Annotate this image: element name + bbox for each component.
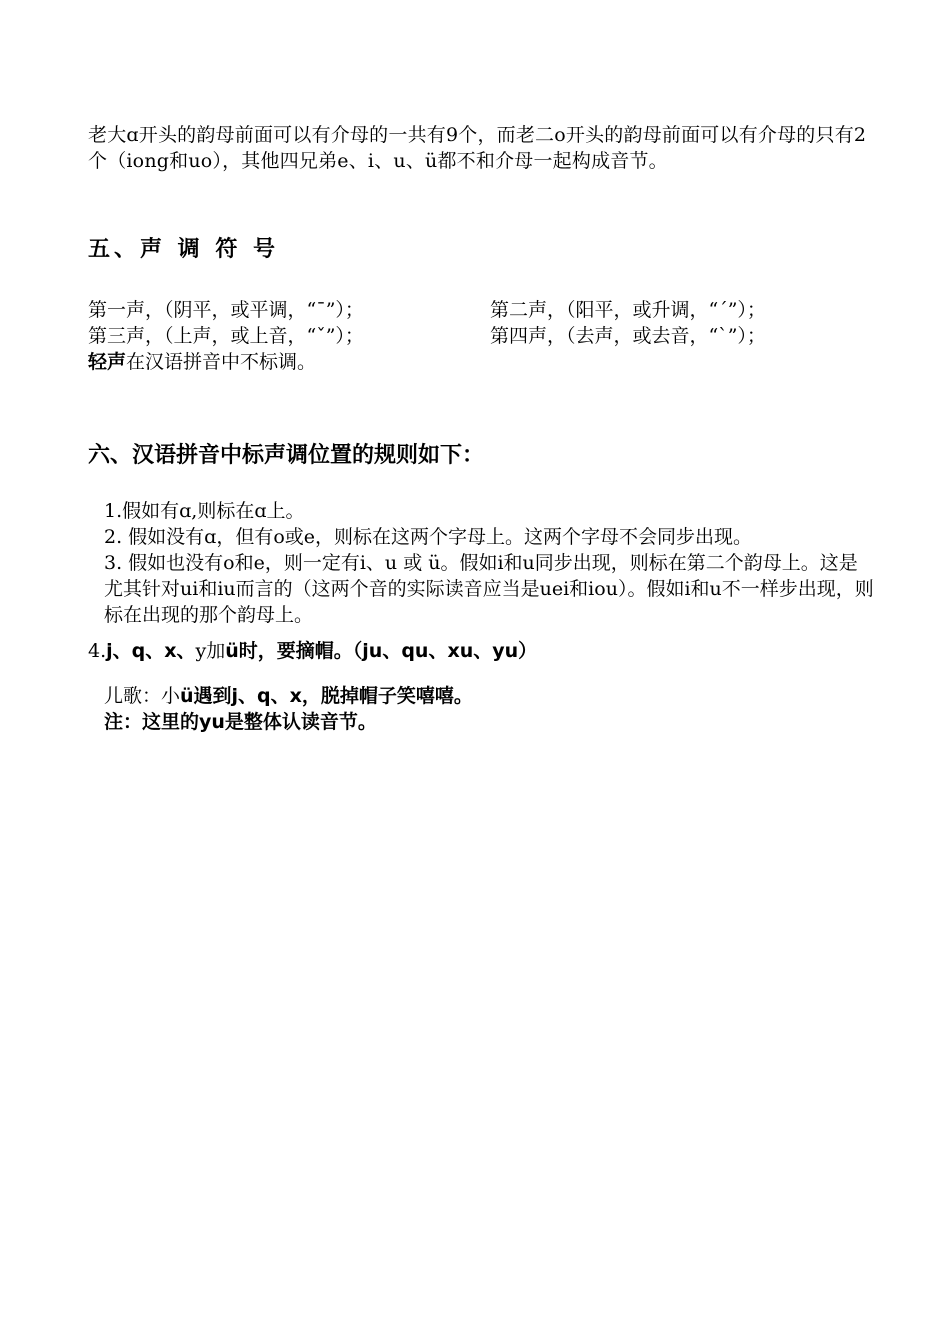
tone-first: 第一声，（阴平，或平调，“ˉ”）； xyxy=(88,299,364,321)
nursery-rhyme xyxy=(104,683,884,735)
rule-4-number: 4. xyxy=(88,640,107,662)
rule-4-text: ü时，要摘帽。（ju、qu、xu、yu） xyxy=(225,640,538,662)
rule-4 xyxy=(88,638,868,664)
intro-paragraph: 老大ɑ开头的韵母前面可以有介母的一共有9个，而老二o开头的韵母前面可以有介母的只有2个（iong和uo），其他四兄弟e、i、u、ü都不和介母一起构成音节。 xyxy=(88,124,867,172)
rhyme-note: 注：这里的yu是整体认读音节。 xyxy=(104,711,377,733)
tone-third: 第三声，（上声，或上音，“ˇ”）； xyxy=(88,325,364,347)
rhyme-text: ü遇到j、q、x，脱掉帽子笑嘻嘻。 xyxy=(180,685,473,707)
rule-4-letters: j、q、x、 xyxy=(106,640,196,662)
tone-second: 第二声，（阳平，或升调，“ˊ”）； xyxy=(490,299,766,321)
neutral-tone-text: 在汉语拼音中不标调。 xyxy=(126,351,317,373)
rule-3: 3. 假如也没有o和e，则一定有i、u 或 ü。假如i和u同步出现，则标在第二个韵母上。这是尤其针对ui和iu而言的（这两个音的实际读音应当是uei和iou）。假如i和u不一样步出现，则标在出现的那个韵母上。 xyxy=(104,552,874,626)
tone-fourth: 第四声，（去声，或去音，“ˋ”）； xyxy=(490,325,766,347)
neutral-tone-label: 轻声 xyxy=(88,351,127,373)
tone-row-1 xyxy=(88,297,868,323)
tone-rules-list xyxy=(104,498,874,628)
rule-4-plain: y加 xyxy=(195,640,226,662)
rhyme-line xyxy=(104,683,884,709)
rule-2: 2. 假如没有ɑ，但有o或e，则标在这两个字母上。这两个字母不会同步出现。 xyxy=(104,526,753,548)
tone-row-2 xyxy=(88,323,868,349)
rhyme-prefix: 儿歌：小 xyxy=(104,685,181,707)
rule-1: 1.假如有ɑ,则标在ɑ上。 xyxy=(104,500,305,522)
neutral-tone-line xyxy=(88,349,868,375)
section-heading-tone-marks: 五、声 调 符 号 xyxy=(88,237,279,262)
tone-list xyxy=(88,297,868,375)
section-heading-tone-rules: 六、汉语拼音中标声调位置的规则如下： xyxy=(88,443,485,468)
